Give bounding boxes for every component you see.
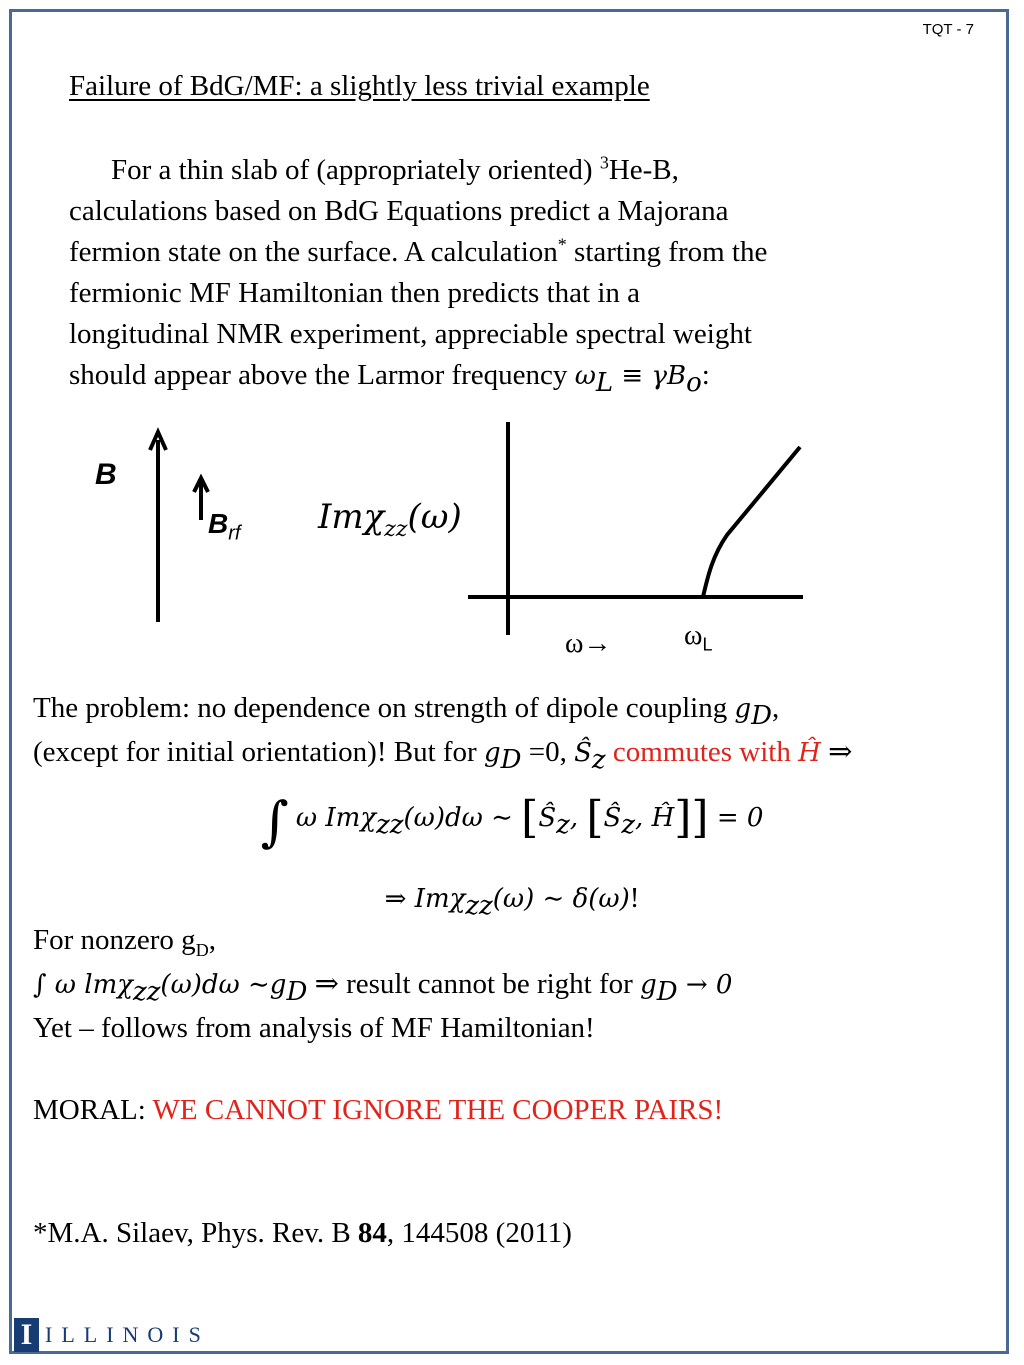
bracket: [ [586,792,604,843]
slide-title: Failure of BdG/MF: a slightly less trivial example [69,70,650,102]
moral-label: MORAL: [33,1094,153,1126]
problem-text: =0, [521,736,575,768]
reference-text: , 144508 (2011) [386,1217,572,1249]
math-subscript: z [621,809,636,840]
math-larmor: ≡ γB [613,361,687,391]
eq-lhs: ∫ ω lmχ [33,970,134,1000]
illinois-block-i-icon: I [14,1318,39,1352]
illinois-wordmark: ILLINOIS [45,1322,210,1347]
omega-text: ω [684,620,703,651]
equation-delta [0,882,1024,921]
intro-line-2: calculations based on BdG Equations predict a Majorana [69,195,729,227]
problem-text: , [771,692,780,724]
math-hamiltonian: Ĥ [798,738,821,768]
math-subscript: D [286,976,308,1007]
comma: , [569,803,587,833]
intro-text: For a thin slab of (appropriately oriented) [111,154,600,186]
subscript: D [195,939,209,960]
footnote-marker: * [557,234,567,255]
intro-text: He-B, [608,154,679,186]
math-subscript: L [595,367,614,398]
math-subscript: zz [465,890,493,921]
eq-lhs: ω Imχ [295,803,377,833]
intro-text: fermion state on the surface. A calculation [69,236,558,268]
nonzero-text: For nonzero g [33,924,196,956]
brf-label [208,508,241,545]
eq-rhs: = 0 [708,803,764,833]
eq-rhs: (ω) ∼ δ(ω) [492,884,630,914]
exclamation: ! [629,882,640,914]
problem-text: The problem: no dependence on strength of dipole coupling [33,692,735,724]
implies-arrow: ⇒ [820,736,853,768]
moral-line [33,1094,723,1127]
intro-line-4: fermionic MF Hamiltonian then predicts that in a [69,277,641,309]
math-g: g [483,738,501,768]
intro-text: starting from the [566,236,768,268]
math-spin-operator: Ŝ [574,738,592,768]
larmor-frequency-label [684,620,713,655]
math-subscript: D [751,700,772,731]
implies-arrow: ⇒ [384,884,415,914]
equation-gd-line [33,966,733,1007]
math-omega: ω [574,361,596,391]
chi-subscript: zz [384,516,408,542]
problem-line-1 [33,692,780,731]
omega-subscript: L [702,634,713,655]
problem-line-2 [33,734,853,775]
chi-text: Imχ [318,497,385,537]
math-subscript: zz [133,976,161,1007]
eq-lhs: Imχ [414,884,466,914]
math-spin-operator: Ŝ [603,803,622,833]
eq-lhs-tail: (ω)dω ∼g [160,970,287,1000]
chi-argument: (ω) [407,497,462,537]
brf-text: B [208,508,229,539]
bracket: ]] [674,792,709,843]
limit-text: → 0 [677,970,733,1000]
illinois-logo [14,1318,210,1352]
intro-text: should appear above the Larmor frequency [69,359,575,391]
yet-line: Yet – follows from analysis of MF Hamiltonian! [33,1012,595,1044]
comma: , [635,803,652,833]
math-subscript: z [556,809,570,840]
math-subscript: D [500,744,522,775]
reference-line [33,1217,572,1250]
bracket: [ [521,792,539,843]
intro-text: : [701,359,710,391]
math-spin-operator: Ŝ [538,803,557,833]
reference-text: *M.A. Silaev, Phys. Rev. B [33,1217,358,1249]
b-field-label: B [95,458,117,491]
superscript: 3 [599,152,609,173]
spectral-curve [703,447,800,597]
problem-text: (except for initial orientation)! But for [33,736,484,768]
nonzero-text: , [208,924,216,956]
result-text: ⇒ result cannot be right for [307,968,641,1000]
commutes-with-text: commutes with [605,736,799,768]
math-hamiltonian: Ĥ [651,803,675,833]
omega-axis-label: ω→ [565,628,612,659]
intro-line-5: longitudinal NMR experiment, appreciable spectral weight [69,318,752,350]
math-g: g [734,694,752,724]
integral-sign: ∫ [260,790,289,853]
math-subscript: D [656,976,678,1007]
eq-lhs-tail: (ω)dω ∼ [403,803,522,833]
equation-sum-rule [0,790,1024,853]
page-tag: TQT - 7 [922,21,974,38]
math-subscript: zz [376,809,404,840]
math-g: g [640,970,657,1000]
reference-volume: 84 [357,1217,387,1249]
brf-subscript: rf [228,522,241,545]
math-subscript: o [686,367,702,398]
math-subscript: z [591,744,606,775]
susceptibility-label [318,497,462,542]
nonzero-line [33,924,216,960]
moral-text: WE CANNOT IGNORE THE COOPER PAIRS! [152,1094,724,1126]
